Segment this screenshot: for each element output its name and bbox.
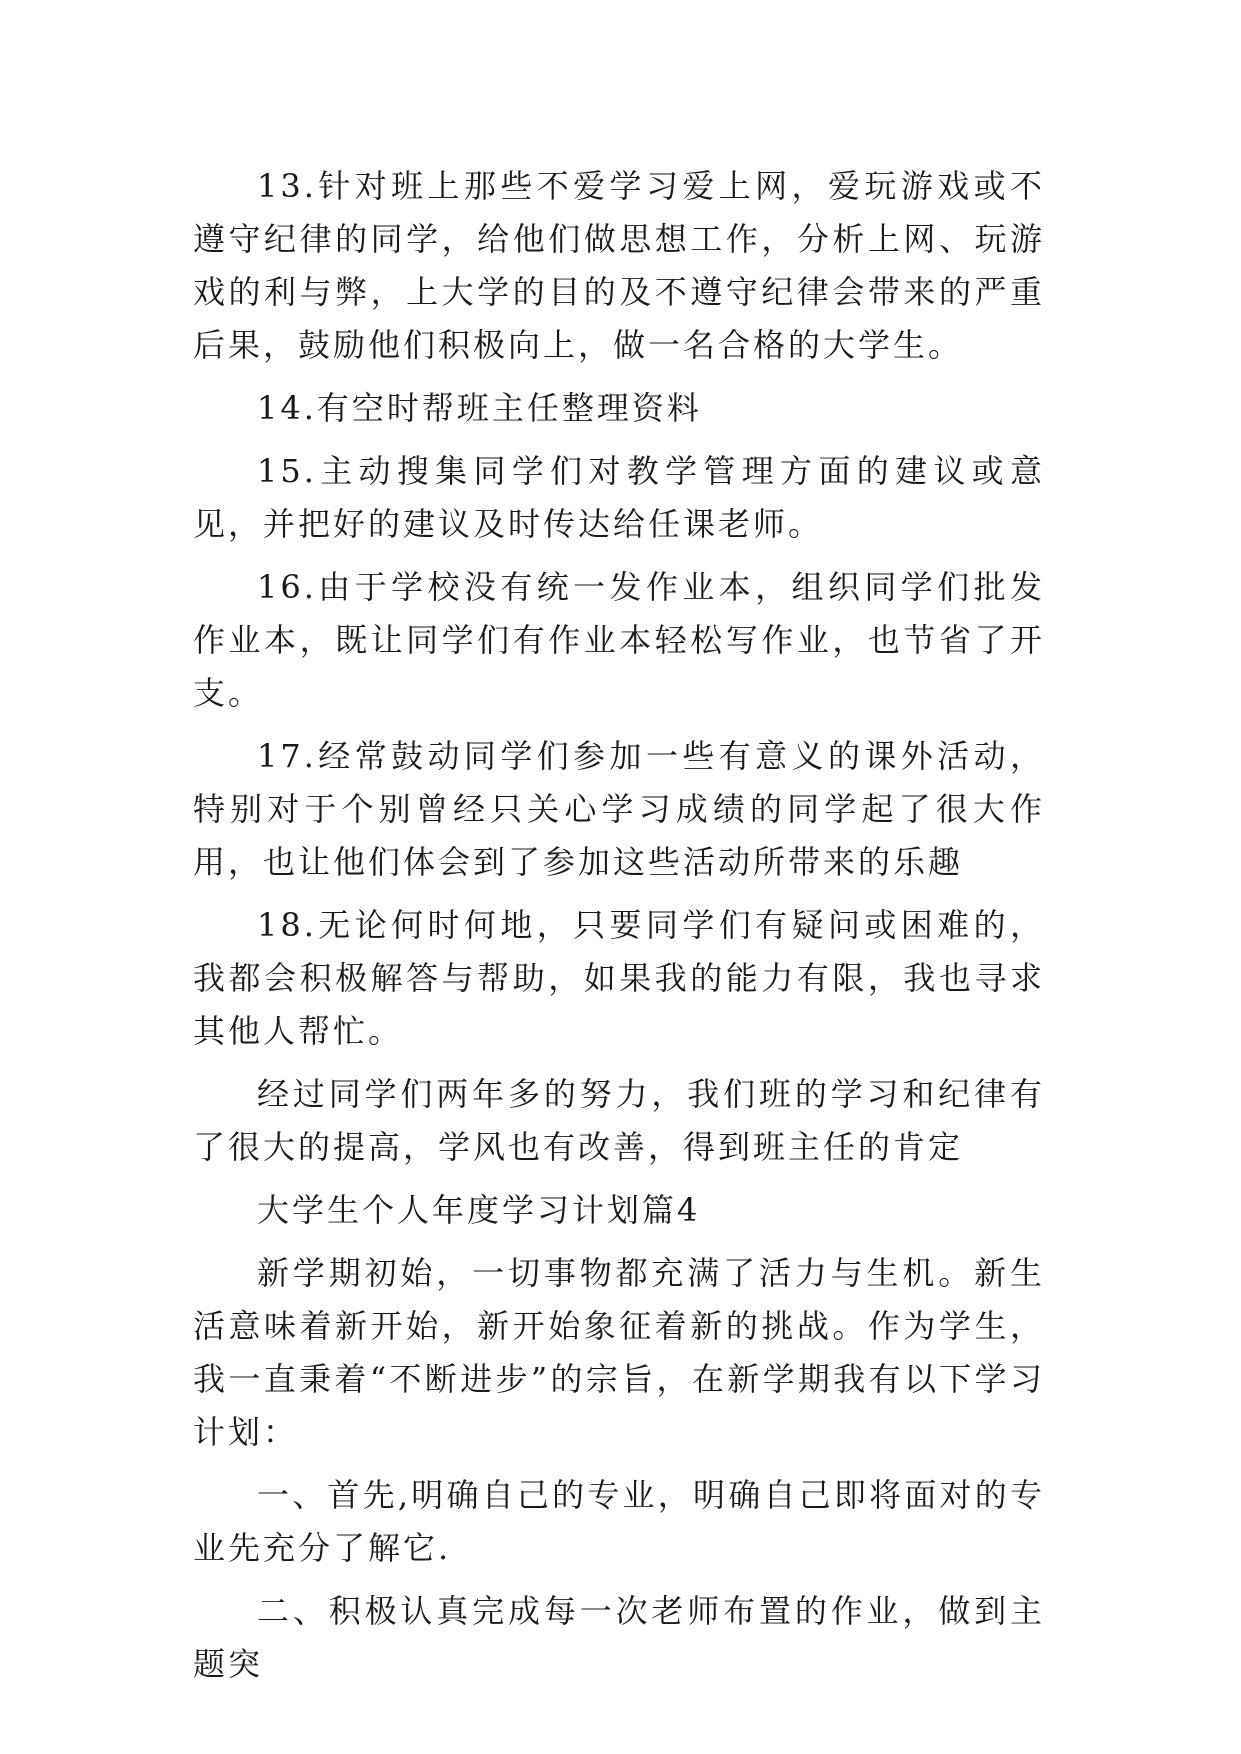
paragraph-summary: 经过同学们两年多的努力，我们班的学习和纪律有了很大的提高，学风也有改善，得到班主任的肯定 <box>193 1075 1045 1166</box>
paragraph-item-13: 13.针对班上那些不爱学习爱上网，爱玩游戏或不遵守纪律的同学，给他们做思想工作，分析上网、玩游戏的利与弊，上大学的目的及不遵守纪律会带来的严重后果，鼓励他们积极向上，做一名合格的大学生。 <box>193 167 1045 364</box>
paragraph-item-14: 14.有空时帮班主任整理资料 <box>257 389 702 427</box>
document-page <box>193 160 1045 1701</box>
paragraph-item-18: 18.无论何时何地，只要同学们有疑问或困难的，我都会积极解答与帮助，如果我的能力有限，我也寻求其他人帮忙。 <box>193 906 1045 1050</box>
section-heading: 大学生个人年度学习计划篇4 <box>257 1191 701 1229</box>
paragraph-item-15: 15.主动搜集同学们对教学管理方面的建议或意见，并把好的建议及时传达给任课老师。 <box>193 452 1045 543</box>
paragraph-plan-1: 一、首先,明确自己的专业，明确自己即将面对的专业先充分了解它. <box>193 1476 1045 1567</box>
paragraph-intro: 新学期初始，一切事物都充满了活力与生机。新生活意味着新开始，新开始象征着新的挑战。作为学生，我一直秉着“不断进步”的宗旨，在新学期我有以下学习计划： <box>193 1254 1045 1451</box>
paragraph-item-16: 16.由于学校没有统一发作业本，组织同学们批发作业本，既让同学们有作业本轻松写作业，也节省了开支。 <box>193 568 1045 712</box>
paragraph-item-17: 17.经常鼓动同学们参加一些有意义的课外活动，特别对于个别曾经只关心学习成绩的同学起了很大作用，也让他们体会到了参加这些活动所带来的乐趣 <box>193 737 1045 881</box>
paragraph-plan-2: 二、积极认真完成每一次老师布置的作业，做到主题突 <box>193 1592 1045 1683</box>
